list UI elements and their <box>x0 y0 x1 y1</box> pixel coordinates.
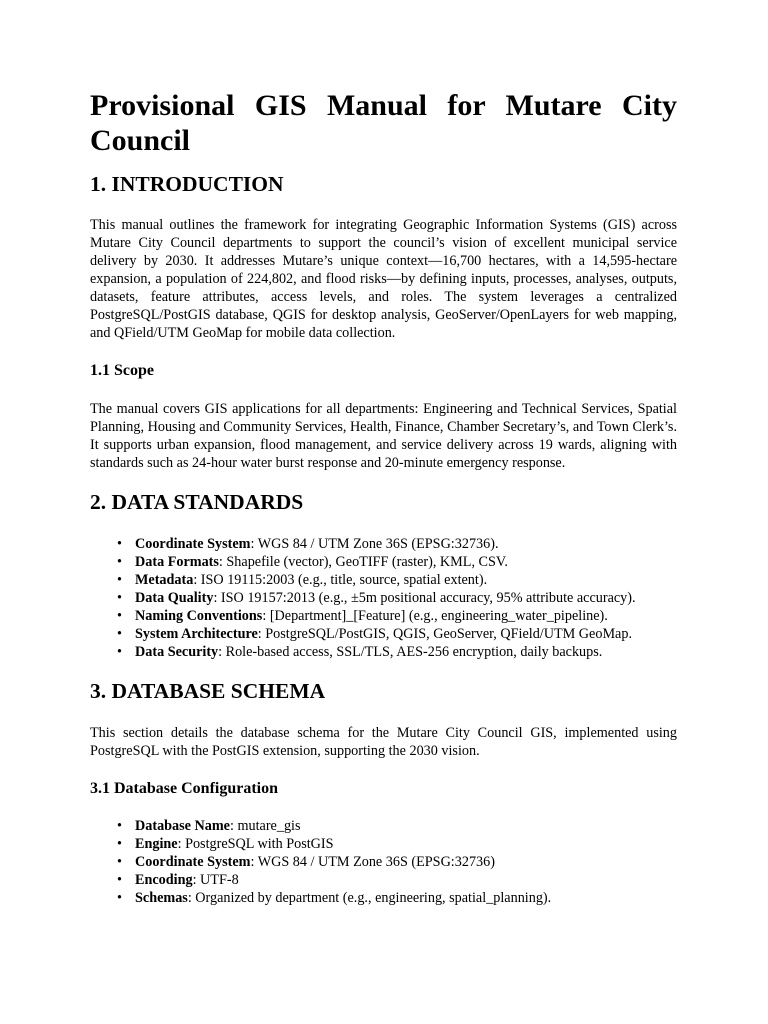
list-item-desc: : [Department]_[Feature] (e.g., engineering_water_pipeline). <box>262 608 608 624</box>
list-item-term: Data Formats <box>135 554 219 570</box>
data-standards-list <box>90 535 677 661</box>
list-item-desc: : ISO 19157:2013 (e.g., ±5m positional accuracy, 95% attribute accuracy). <box>213 590 636 606</box>
list-item-term: Coordinate System <box>135 536 251 552</box>
list-item-term: Encoding <box>135 872 193 888</box>
section-heading-data-standards: 2. DATA STANDARDS <box>90 490 304 514</box>
list-item-desc: : PostgreSQL/PostGIS, QGIS, GeoServer, QField/UTM GeoMap. <box>257 626 632 642</box>
list-item <box>135 607 677 625</box>
section-heading-database-schema: 3. DATABASE SCHEMA <box>90 679 326 703</box>
list-item-term: Coordinate System <box>135 854 251 870</box>
list-item-term: Naming Conventions <box>135 608 263 624</box>
list-item-term: Metadata <box>135 572 194 588</box>
list-item-term: Schemas <box>135 890 188 906</box>
list-item-term: Data Security <box>135 644 219 660</box>
list-item-desc: : Role-based access, SSL/TLS, AES-256 encryption, daily backups. <box>218 644 603 660</box>
list-item-desc: : PostgreSQL with PostGIS <box>177 836 334 852</box>
database-configuration-list <box>90 817 677 907</box>
list-item-term: System Architecture <box>135 626 258 642</box>
list-item-desc: : ISO 19115:2003 (e.g., title, source, spatial extent). <box>193 572 488 588</box>
introduction-paragraph: This manual outlines the framework for integrating Geographic Information Systems (GIS) across Mutare City Council departments to support the council’s vision of excellent municipal service delivery by 2030. It addresses Mutare’s unique context—16,700 hectares, with a 14,595-hectare expansion, a population of 224,802, and flood risks—by defining inputs, processes, analyses, outputs, datasets, feature attributes, access levels, and roles. The system leverages a centralized PostgreSQL/PostGIS database, QGIS for desktop analysis, GeoServer/OpenLayers for web mapping, and QField/UTM GeoMap for mobile data collection. <box>90 217 677 341</box>
list-item-desc: : UTF-8 <box>192 872 239 888</box>
list-item <box>135 871 677 889</box>
document-title: Provisional GIS Manual for Mutare City Council <box>90 89 677 157</box>
list-item <box>135 625 677 643</box>
list-item <box>135 535 677 553</box>
list-item-desc: : Shapefile (vector), GeoTIFF (raster), KML, CSV. <box>218 554 508 570</box>
database-schema-paragraph: This section details the database schema for the Mutare City Council GIS, implemented using PostgreSQL with the PostGIS extension, supporting the 2030 vision. <box>90 725 677 759</box>
document-page <box>90 88 677 907</box>
list-item <box>135 571 677 589</box>
list-item <box>135 817 677 835</box>
subsection-heading-scope: 1.1 Scope <box>90 362 154 379</box>
list-item-desc: : Organized by department (e.g., engineering, spatial_planning). <box>187 890 552 906</box>
list-item-term: Engine <box>135 836 178 852</box>
list-item <box>135 553 677 571</box>
list-item <box>135 835 677 853</box>
list-item-desc: : WGS 84 / UTM Zone 36S (EPSG:32736) <box>250 854 495 870</box>
scope-paragraph: The manual covers GIS applications for all departments: Engineering and Technical Services, Spatial Planning, Housing and Community Services, Health, Finance, Chamber Secretary’s, and Town Clerk’s. It supports urban expansion, flood management, and service delivery across 19 wards, aligning with standards such as 24-hour water burst response and 20-minute emergency response. <box>90 401 677 471</box>
list-item-desc: : mutare_gis <box>229 818 301 834</box>
list-item <box>135 889 677 907</box>
list-item-term: Database Name <box>135 818 230 834</box>
list-item-desc: : WGS 84 / UTM Zone 36S (EPSG:32736). <box>250 536 499 552</box>
section-heading-introduction: 1. INTRODUCTION <box>90 172 284 196</box>
list-item <box>135 643 677 661</box>
list-item-term: Data Quality <box>135 590 214 606</box>
subsection-heading-database-configuration: 3.1 Database Configuration <box>90 780 279 797</box>
list-item <box>135 589 677 607</box>
list-item <box>135 853 677 871</box>
